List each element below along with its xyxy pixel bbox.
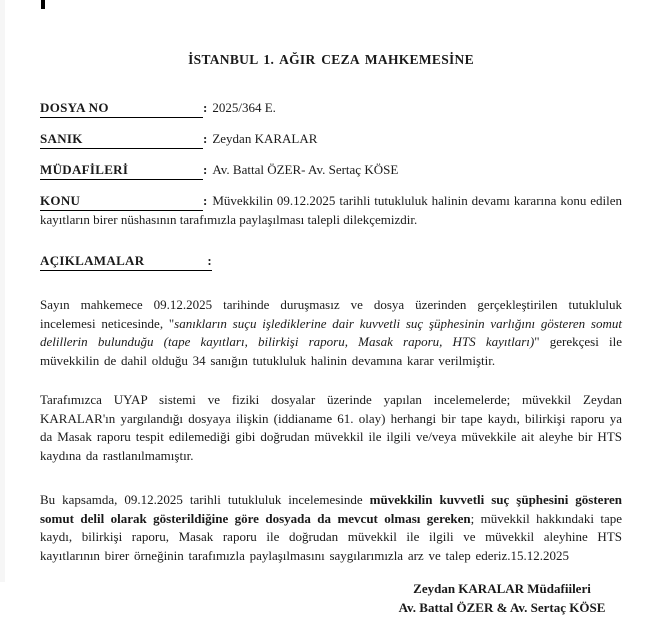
- paragraph-1-pre: Sayın mahkemece 09.12.2025 tarihinde duruşmasız ve dosya üzerinden gerçekleştirilen tutukluluk incelemesi neticesinde, ": [40, 297, 622, 331]
- field-row-dosya-no: [40, 99, 622, 118]
- field-row-konu: [40, 192, 622, 229]
- paragraph-3-post: ; müvekkil hakkındaki tape kaydı, bilirkişi raporu, Masak raporu ile doğrudan müvekkil ile ilgili ve müvekkil aleyhine HTS kayıtlarının birer örneğinin tarafımızla paylaşılmasını saygılarımızla arz ve talep ederiz.15.12.2025: [40, 511, 622, 563]
- colon: :: [203, 131, 207, 146]
- paragraph-request: [40, 491, 622, 565]
- signature-role: Zeydan KARALAR Müdafiileri: [372, 580, 632, 599]
- field-row-mudafileri: [40, 161, 622, 180]
- colon: :: [207, 252, 212, 270]
- field-value-mudafileri: Av. Battal ÖZER- Av. Sertaç KÖSE: [207, 162, 398, 177]
- document-content: [40, 0, 622, 617]
- paragraph-3-emphasis: müvekkilin kuvvetli suç şüphesini gösteren somut delil olarak gösterildiğine göre dosyada da mevcut olması gereken: [40, 492, 622, 526]
- scan-edge-artifact: [0, 0, 5, 582]
- signature-block: [372, 580, 632, 617]
- signature-names: Av. Battal ÖZER & Av. Sertaç KÖSE: [372, 599, 632, 617]
- court-title: İSTANBUL 1. AĞIR CEZA MAHKEMESİNE: [40, 52, 622, 68]
- aciklamalar-label-box: [40, 252, 212, 271]
- colon: :: [203, 162, 207, 177]
- field-label-sanik: SANIK: [40, 130, 203, 149]
- section-heading-aciklamalar: [40, 252, 622, 271]
- field-label-dosya-no: DOSYA NO: [40, 99, 203, 118]
- paragraph-ruling-summary: [40, 296, 622, 370]
- colon: :: [203, 193, 207, 208]
- paragraph-1-post: " gerekçesi ile müvekkilin de dahil olduğu 34 sanığın tutukluluk halinin devamına karar verilmiştir.: [40, 334, 622, 368]
- colon: :: [203, 100, 207, 115]
- field-row-sanik: [40, 130, 622, 149]
- field-value-konu: Müvekkilin 09.12.2025 tarihli tutukluluk halinin devamı kararına konu edilen kayıtların birer nüshasının tarafımızla paylaşılması talepli dilekçemizdir.: [40, 193, 622, 227]
- paragraph-uyap-review: Tarafımızca UYAP sistemi ve fiziki dosyalar üzerinde yapılan incelemelerde; müvekkil Zeydan KARALAR'ın yargılandığı dosyaya ilişkin (iddianame 61. olay) herhangi bir tape kaydı, bilirkişi raporu ya da Masak raporu tespit edilemediği gibi doğrudan müvekkil ile ilgili ve/veya müvekkile ait aleyhe bir HTS kaydına da rastlanılmamıştır.: [40, 391, 622, 465]
- aciklamalar-label: AÇIKLAMALAR: [40, 252, 144, 270]
- field-label-konu: KONU: [40, 192, 203, 211]
- paragraph-1-quote: sanıkların suçu işlediklerine dair kuvvetli suç şüphesinin varlığını gösteren somut delillerin bulunduğu (tape kayıtları, bilirkişi raporu, Masak raporu, HTS kayıtları): [40, 316, 622, 350]
- field-label-mudafileri: MÜDAFİLERİ: [40, 161, 203, 180]
- field-value-dosya-no: 2025/364 E.: [207, 100, 276, 115]
- paragraph-3-pre: Bu kapsamda, 09.12.2025 tarihli tutukluluk incelemesinde: [40, 492, 370, 507]
- field-value-sanik: Zeydan KARALAR: [207, 131, 317, 146]
